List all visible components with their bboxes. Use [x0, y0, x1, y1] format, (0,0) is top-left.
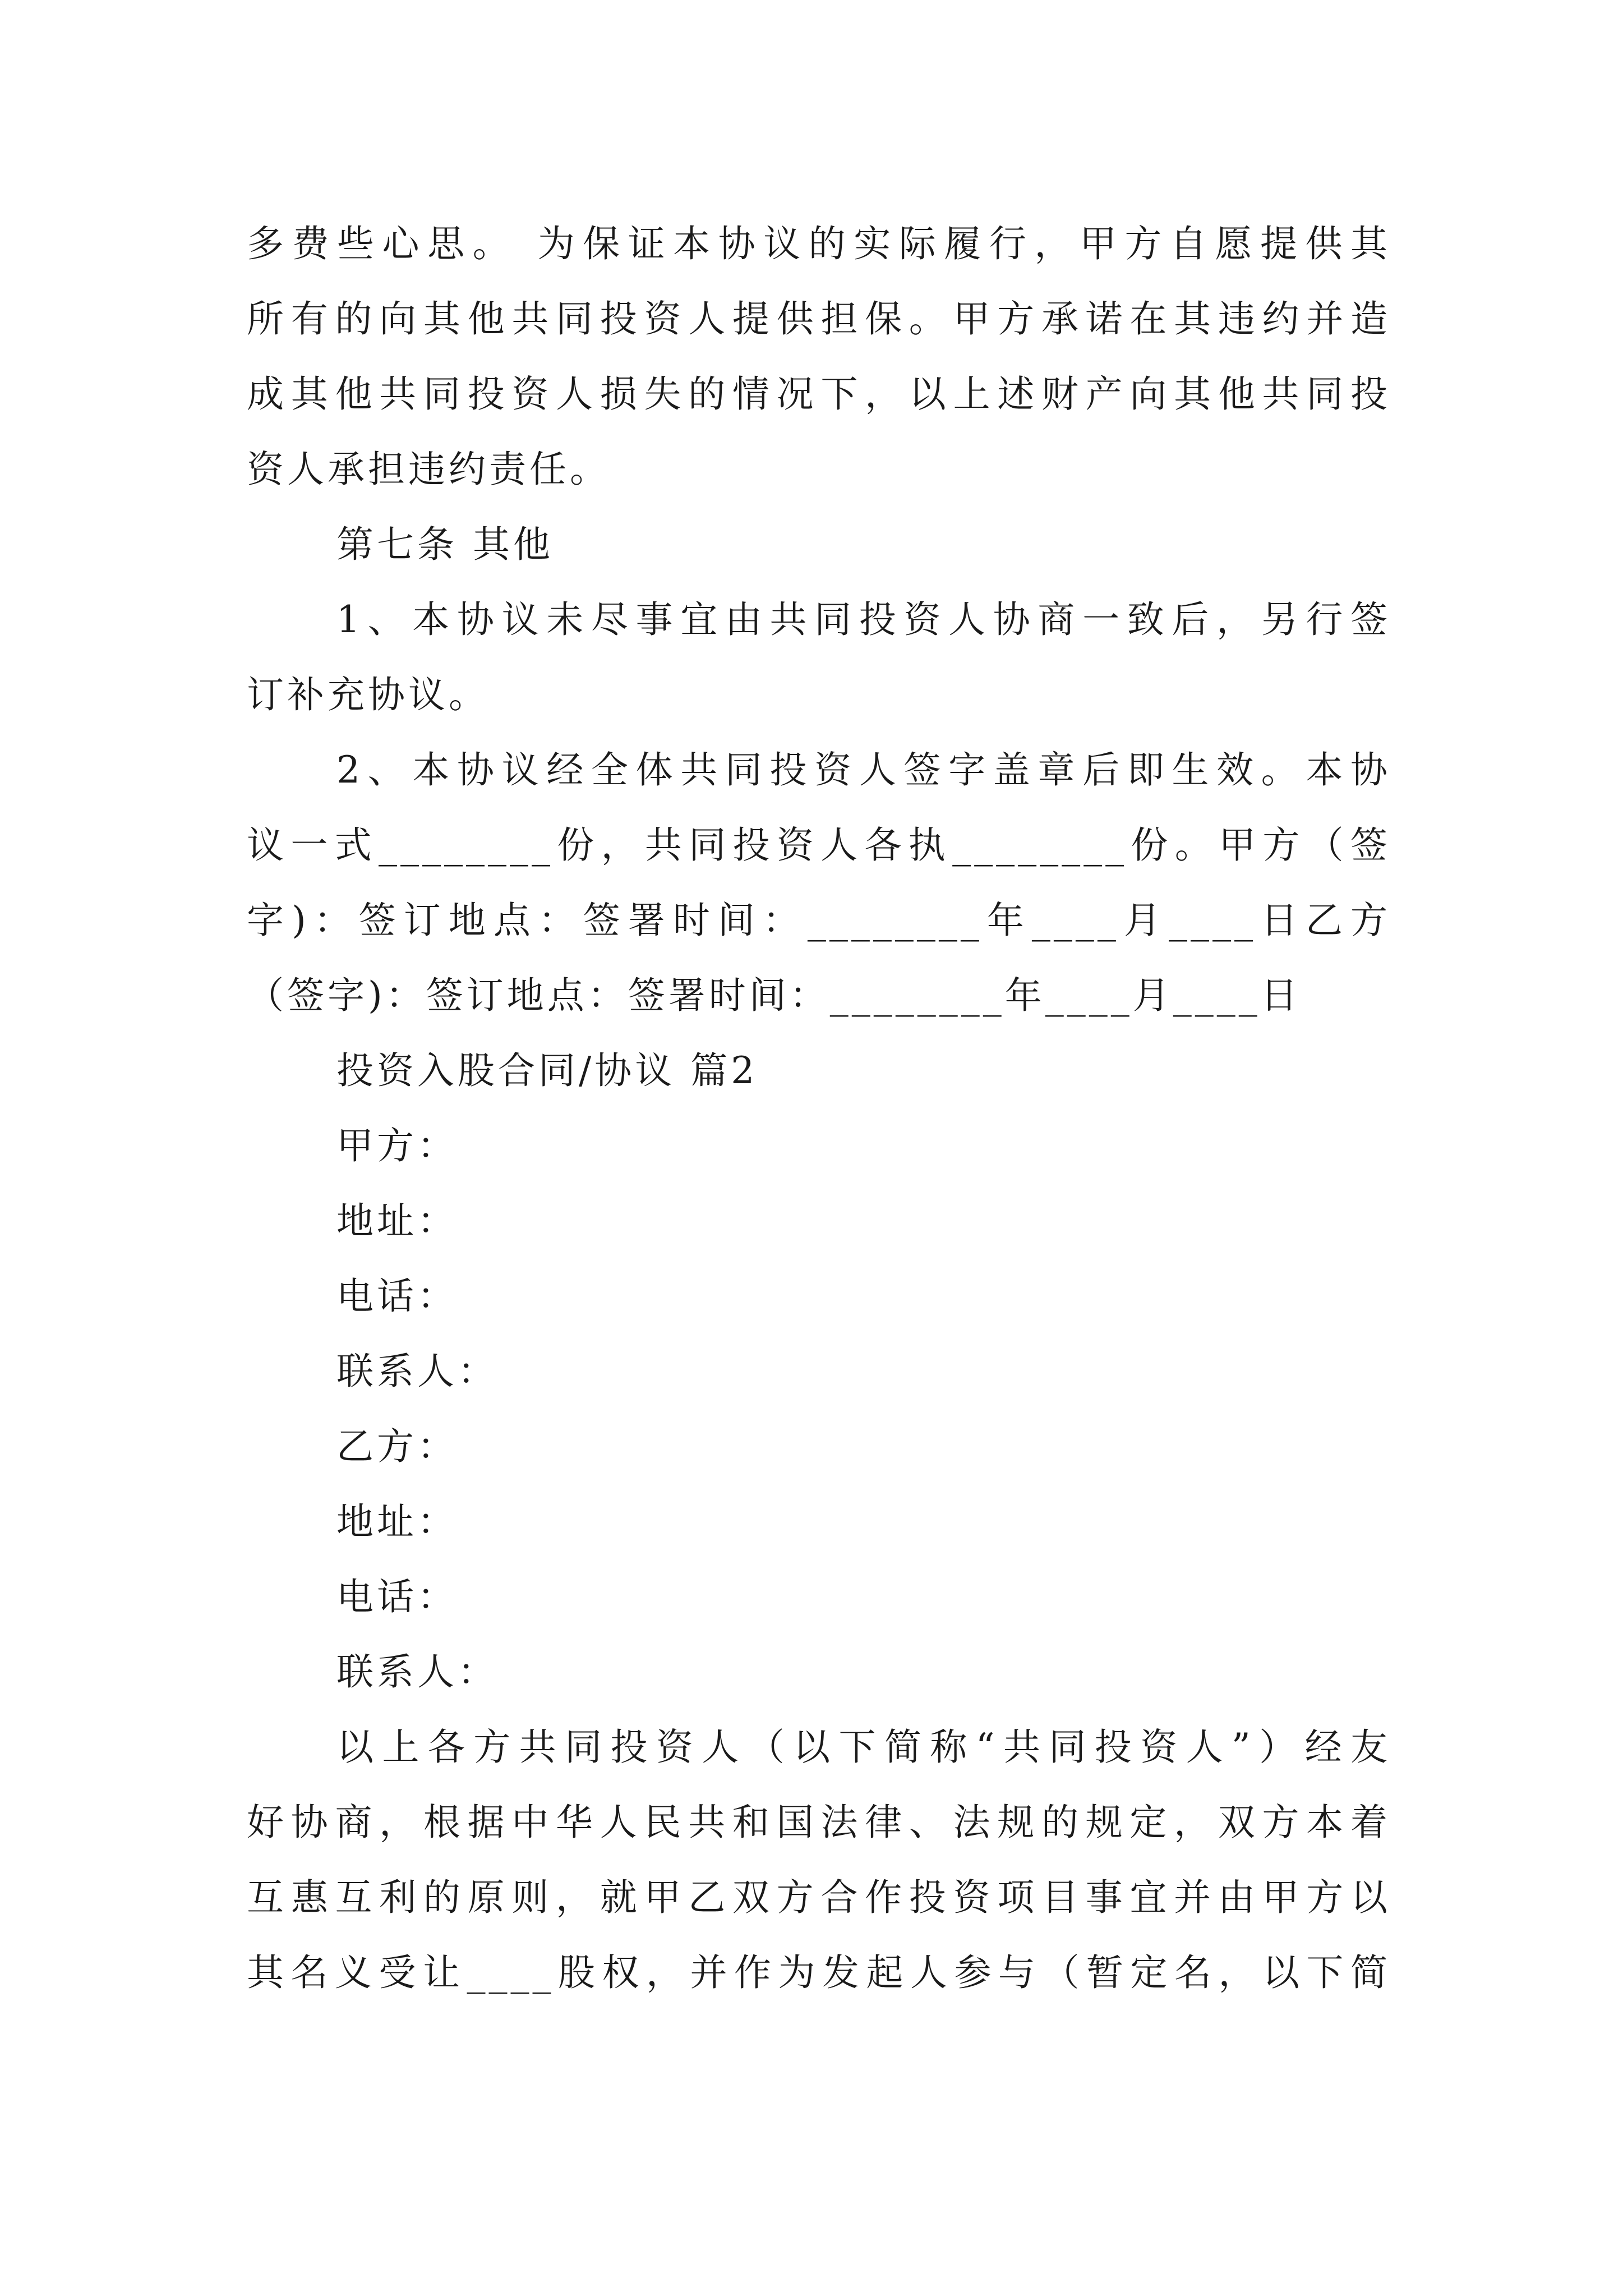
phone-label: 电话：: [336, 1575, 458, 1618]
paragraph-line: 字)：签订地点：签署时间：________年____月____日乙方: [247, 899, 1391, 942]
paragraph-line: 2、本协议经全体共同投资人签字盖章后即生效。本协: [336, 748, 1391, 792]
address-label: 地址：: [336, 1199, 458, 1243]
contact-label: 联系人：: [336, 1350, 498, 1393]
contact-label: 联系人：: [336, 1650, 498, 1694]
paragraph-line: 其名义受让____股权，并作为发起人参与（暂定名，以下简: [247, 1951, 1391, 1994]
paragraph-line: 所有的向其他共同投资人提供担保。甲方承诺在其违约并造: [247, 297, 1391, 341]
paragraph-line: 订补充协议。: [247, 673, 489, 716]
paragraph-line: 资人承担违约责任。: [247, 448, 610, 491]
section-heading: 第七条 其他: [336, 523, 554, 566]
paragraph-line: 互惠互利的原则，就甲乙双方合作投资项目事宜并由甲方以: [247, 1876, 1391, 1919]
paragraph-line: 成其他共同投资人损失的情况下，以上述财产向其他共同投: [247, 372, 1391, 416]
paragraph-line: 1、本协议未尽事宜由共同投资人协商一致后，另行签: [336, 598, 1391, 641]
address-label: 地址：: [336, 1500, 458, 1543]
article-heading: 投资入股合同/协议 篇2: [336, 1049, 758, 1092]
phone-label: 电话：: [336, 1274, 458, 1318]
party-a-label: 甲方：: [336, 1124, 458, 1167]
paragraph-line: 议一式________份，共同投资人各执________份。甲方（签: [247, 823, 1391, 867]
paragraph-line: 多费些心思。 为保证本协议的实际履行，甲方自愿提供其: [247, 222, 1391, 265]
paragraph-line: （签字)：签订地点：签署时间：________年____月____日: [247, 974, 1301, 1017]
paragraph-line: 以上各方共同投资人（以下简称“共同投资人”）经友: [336, 1726, 1391, 1769]
paragraph-line: 好协商，根据中华人民共和国法律、法规的规定，双方本着: [247, 1801, 1391, 1844]
party-b-label: 乙方：: [336, 1425, 458, 1468]
